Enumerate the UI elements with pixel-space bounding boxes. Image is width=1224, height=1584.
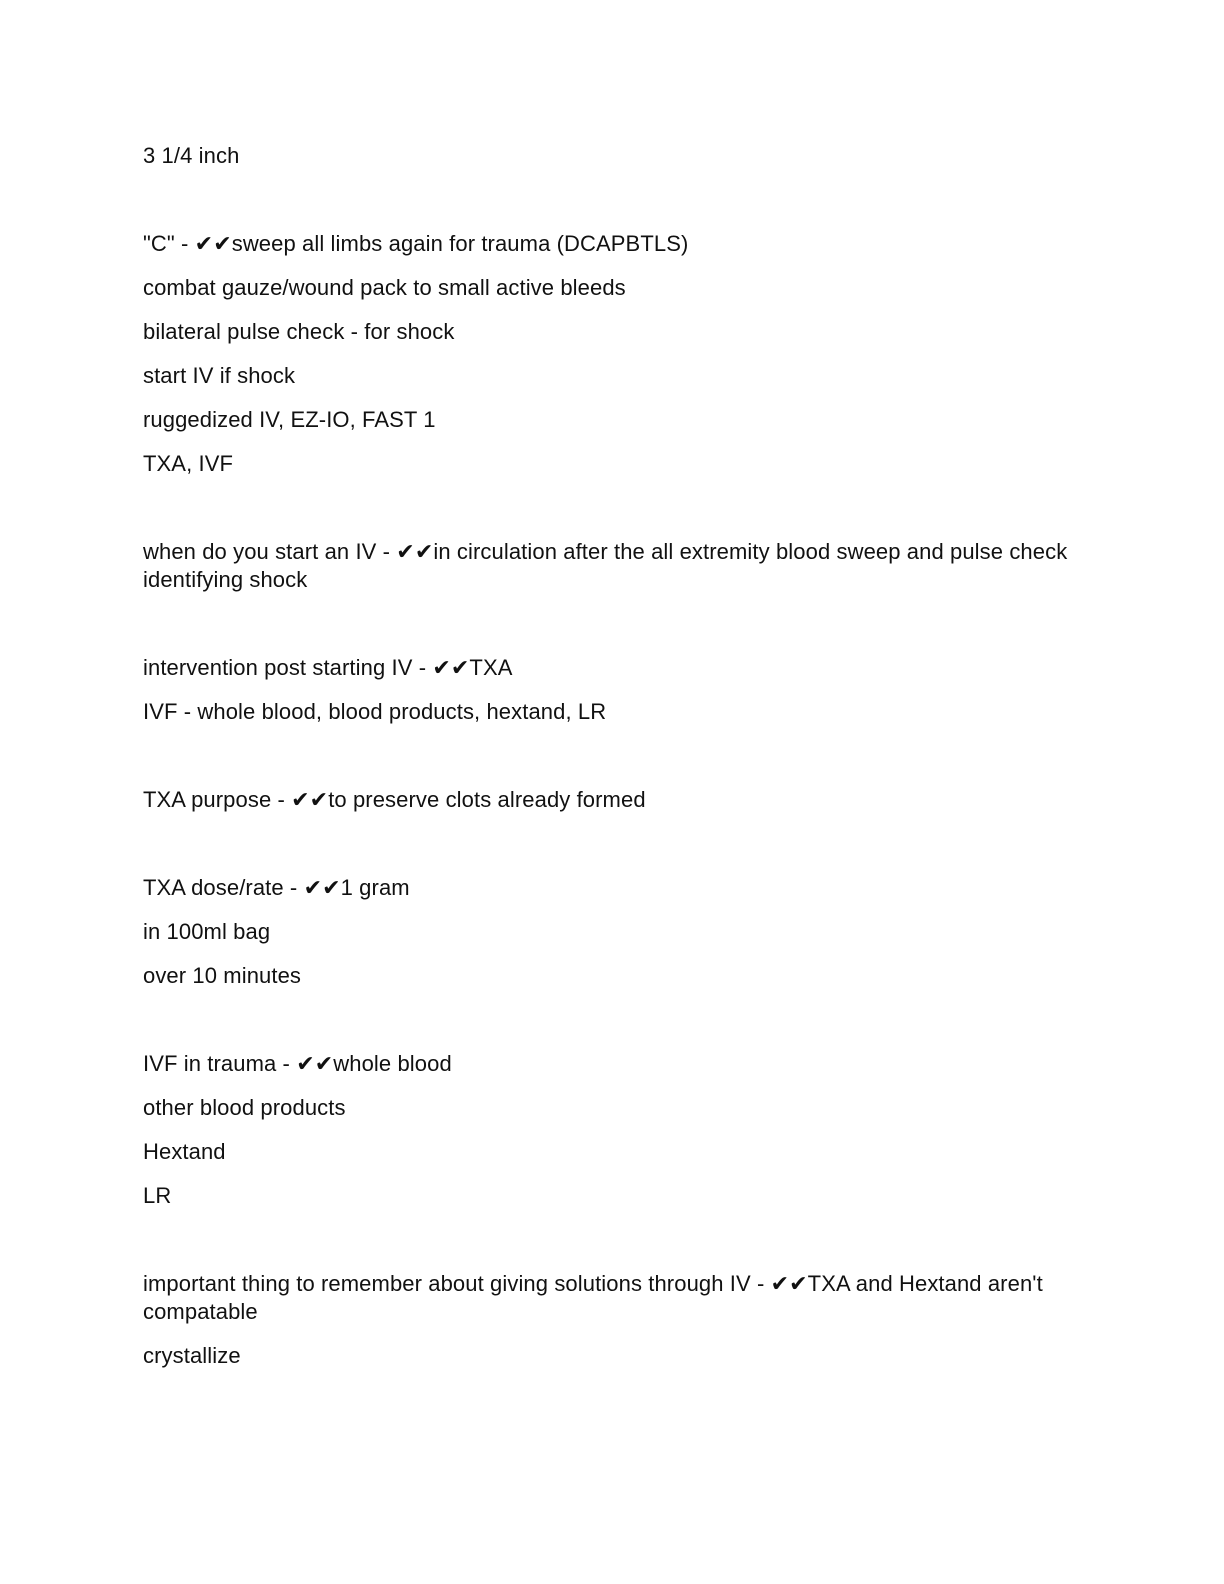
paragraph: LR — [143, 1183, 172, 1208]
paragraph: bilateral pulse check - for shock — [143, 319, 455, 344]
paragraph: in 100ml bag — [143, 919, 271, 944]
blank-paragraph — [143, 186, 1080, 214]
paragraph: intervention post starting IV - ✔✔TXA — [143, 655, 513, 680]
paragraph: TXA purpose - ✔✔to preserve clots already formed — [143, 787, 646, 812]
blank-paragraph — [143, 1006, 1080, 1034]
paragraph: combat gauze/wound pack to small active bleeds — [143, 275, 626, 300]
paragraph: over 10 minutes — [143, 963, 302, 988]
paragraph: IVF - whole blood, blood products, hextand, LR — [143, 699, 607, 724]
paragraph: TXA dose/rate - ✔✔1 gram — [143, 875, 410, 900]
paragraph: Hextand — [143, 1139, 226, 1164]
paragraph: crystallize — [143, 1343, 241, 1368]
blank-paragraph — [143, 494, 1080, 522]
paragraph: when do you start an IV - ✔✔in circulation after the all extremity blood sweep and pulse check identifying shock — [143, 539, 1074, 592]
blank-paragraph — [143, 610, 1080, 638]
paragraph: TXA, IVF — [143, 451, 234, 476]
paragraph: other blood products — [143, 1095, 346, 1120]
blank-paragraph — [143, 1226, 1080, 1254]
blank-paragraph — [143, 830, 1080, 858]
paragraph: IVF in trauma - ✔✔whole blood — [143, 1051, 452, 1076]
document-body — [143, 142, 1080, 1370]
paragraph: 3 1/4 inch — [143, 143, 240, 168]
paragraph: important thing to remember about giving solutions through IV - ✔✔TXA and Hextand aren't compatable — [143, 1271, 1050, 1324]
paragraph: "C" - ✔✔sweep all limbs again for trauma (DCAPBTLS) — [143, 231, 689, 256]
paragraph: start IV if shock — [143, 363, 296, 388]
blank-paragraph — [143, 742, 1080, 770]
paragraph: ruggedized IV, EZ-IO, FAST 1 — [143, 407, 436, 432]
